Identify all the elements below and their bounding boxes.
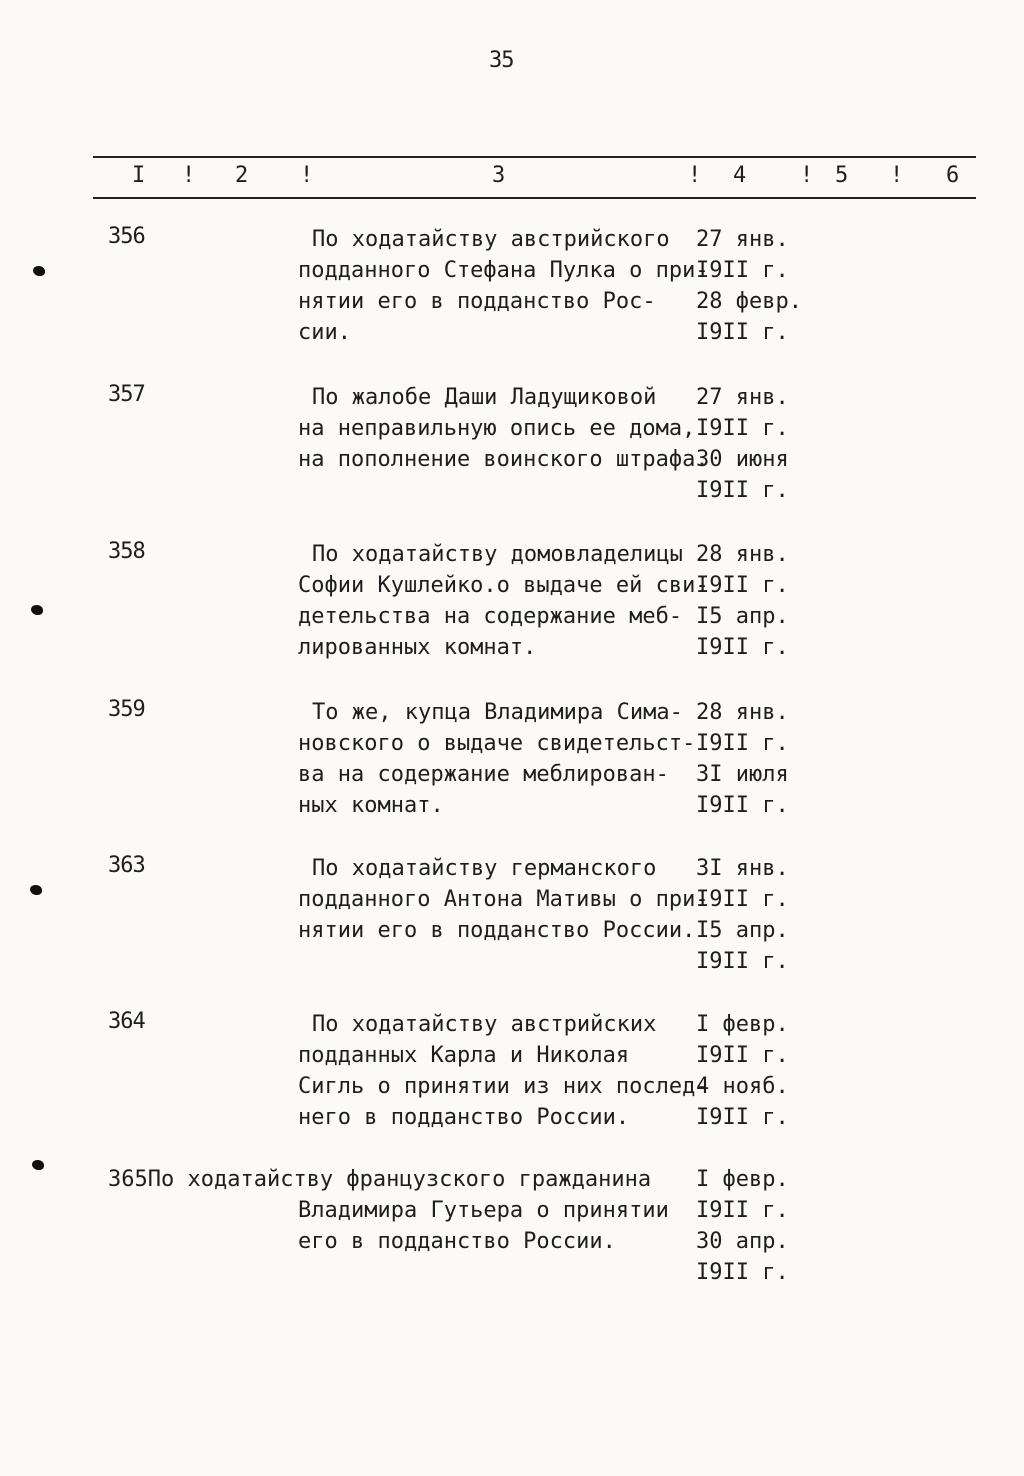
record-number: 359 bbox=[108, 697, 145, 722]
description-line: Софии Кушлейко.о выдаче ей сви- bbox=[298, 573, 709, 598]
header-separator: ! bbox=[182, 163, 196, 188]
description-line: То же, купца Владимира Сима- bbox=[312, 700, 683, 725]
date-line: I9II г. bbox=[696, 1043, 789, 1068]
description-line: По ходатайству домовладелицы bbox=[312, 542, 683, 567]
description-line: него в подданство России. bbox=[298, 1105, 630, 1130]
date-line: I9II г. bbox=[696, 887, 789, 912]
description-line: его в подданство России. bbox=[298, 1229, 616, 1254]
date-line: I9II г. bbox=[696, 320, 789, 345]
record-number: 363 bbox=[108, 853, 145, 878]
date-line: I9II г. bbox=[696, 949, 789, 974]
record-number: 357 bbox=[108, 382, 145, 407]
record-dates bbox=[696, 697, 806, 821]
date-line: 28 янв. bbox=[696, 700, 789, 725]
description-line: нятии его в подданство России. bbox=[298, 918, 696, 943]
description-line: на пополнение воинского штрафа. bbox=[298, 447, 709, 472]
record-number: 364 bbox=[108, 1009, 145, 1034]
date-line: I9II г. bbox=[696, 1260, 789, 1285]
record-dates bbox=[696, 539, 806, 663]
date-line: 27 янв. bbox=[696, 385, 789, 410]
record-dates bbox=[696, 224, 806, 348]
date-line: I5 апр. bbox=[696, 604, 789, 629]
date-line: 4 нояб. bbox=[696, 1074, 789, 1099]
record-number: 356 bbox=[108, 224, 145, 249]
date-line: 30 июня bbox=[696, 447, 789, 472]
date-line: I9II г. bbox=[696, 793, 789, 818]
record-description bbox=[298, 539, 709, 663]
description-line: на неправильную опись ее дома, bbox=[298, 416, 696, 441]
record-description bbox=[298, 853, 709, 946]
header-separator: ! bbox=[300, 163, 314, 188]
date-line: I февр. bbox=[696, 1167, 789, 1192]
description-line: Владимира Гутьера о принятии bbox=[298, 1198, 669, 1223]
date-line: I9II г. bbox=[696, 478, 789, 503]
description-line: подданного Стефана Пулка о при- bbox=[298, 258, 709, 283]
date-line: I9II г. bbox=[696, 1105, 789, 1130]
record-description bbox=[298, 1195, 698, 1257]
description-line: детельства на содержание меб- bbox=[298, 604, 683, 629]
record-dates bbox=[696, 853, 806, 977]
date-line: 30 апр. bbox=[696, 1229, 789, 1254]
record-number: 358 bbox=[108, 539, 145, 564]
date-line: I5 апр. bbox=[696, 918, 789, 943]
description-line: подданного Антона Мативы о при- bbox=[298, 887, 709, 912]
binding-hole-mark bbox=[32, 1160, 44, 1170]
record-heading bbox=[108, 1164, 651, 1195]
header-col-4: 4 bbox=[733, 163, 747, 188]
date-line: I9II г. bbox=[696, 416, 789, 441]
header-separator: ! bbox=[890, 163, 904, 188]
date-line: I9II г. bbox=[696, 635, 789, 660]
record-description bbox=[298, 224, 709, 348]
description-line: сии. bbox=[298, 320, 351, 345]
header-separator: ! bbox=[800, 163, 814, 188]
page-number: 35 bbox=[489, 48, 514, 73]
date-line: 27 янв. bbox=[696, 227, 789, 252]
header-top-rule bbox=[93, 156, 976, 158]
description-line: ва на содержание меблирован- bbox=[298, 762, 669, 787]
date-line: I9II г. bbox=[696, 1198, 789, 1223]
record-dates bbox=[696, 1164, 806, 1288]
header-bottom-rule bbox=[93, 197, 976, 199]
description-line: По жалобе Даши Ладущиковой bbox=[312, 385, 657, 410]
record-description bbox=[298, 697, 698, 821]
description-line: лированных комнат. bbox=[298, 635, 537, 660]
description-line: Сигль о принятии из них послед- bbox=[298, 1074, 709, 1099]
date-line: I9II г. bbox=[696, 731, 789, 756]
description-line: По ходатайству австрийского bbox=[312, 227, 670, 252]
description-line: По ходатайству германского bbox=[312, 856, 657, 881]
record-description bbox=[298, 1009, 709, 1133]
header-separator: ! bbox=[688, 163, 702, 188]
date-line: 28 февр. bbox=[696, 289, 802, 314]
record-dates bbox=[696, 382, 806, 506]
date-line: 3I июля bbox=[696, 762, 789, 787]
binding-hole-mark bbox=[33, 266, 45, 276]
date-line: I9II г. bbox=[696, 573, 789, 598]
header-col-6: 6 bbox=[946, 163, 960, 188]
binding-hole-mark bbox=[30, 885, 42, 895]
header-col-2: 2 bbox=[235, 163, 249, 188]
date-line: 3I янв. bbox=[696, 856, 789, 881]
record-number: 365 bbox=[108, 1167, 148, 1192]
description-line: По ходатайству австрийских bbox=[312, 1012, 657, 1037]
date-line: 28 янв. bbox=[696, 542, 789, 567]
description-line: новского о выдаче свидетельст- bbox=[298, 731, 696, 756]
header-col-1: I bbox=[132, 163, 146, 188]
date-line: I9II г. bbox=[696, 258, 789, 283]
description-line: нятии его в подданство Рос- bbox=[298, 289, 656, 314]
description-line: ных комнат. bbox=[298, 793, 444, 818]
date-line: I февр. bbox=[696, 1012, 789, 1037]
header-col-5: 5 bbox=[835, 163, 849, 188]
description-line: подданных Карла и Николая bbox=[298, 1043, 630, 1068]
record-dates bbox=[696, 1009, 806, 1133]
binding-hole-mark bbox=[31, 605, 43, 615]
record-description bbox=[298, 382, 709, 475]
header-col-3: 3 bbox=[492, 163, 506, 188]
record-title: По ходатайству французского гражданина bbox=[147, 1167, 652, 1192]
